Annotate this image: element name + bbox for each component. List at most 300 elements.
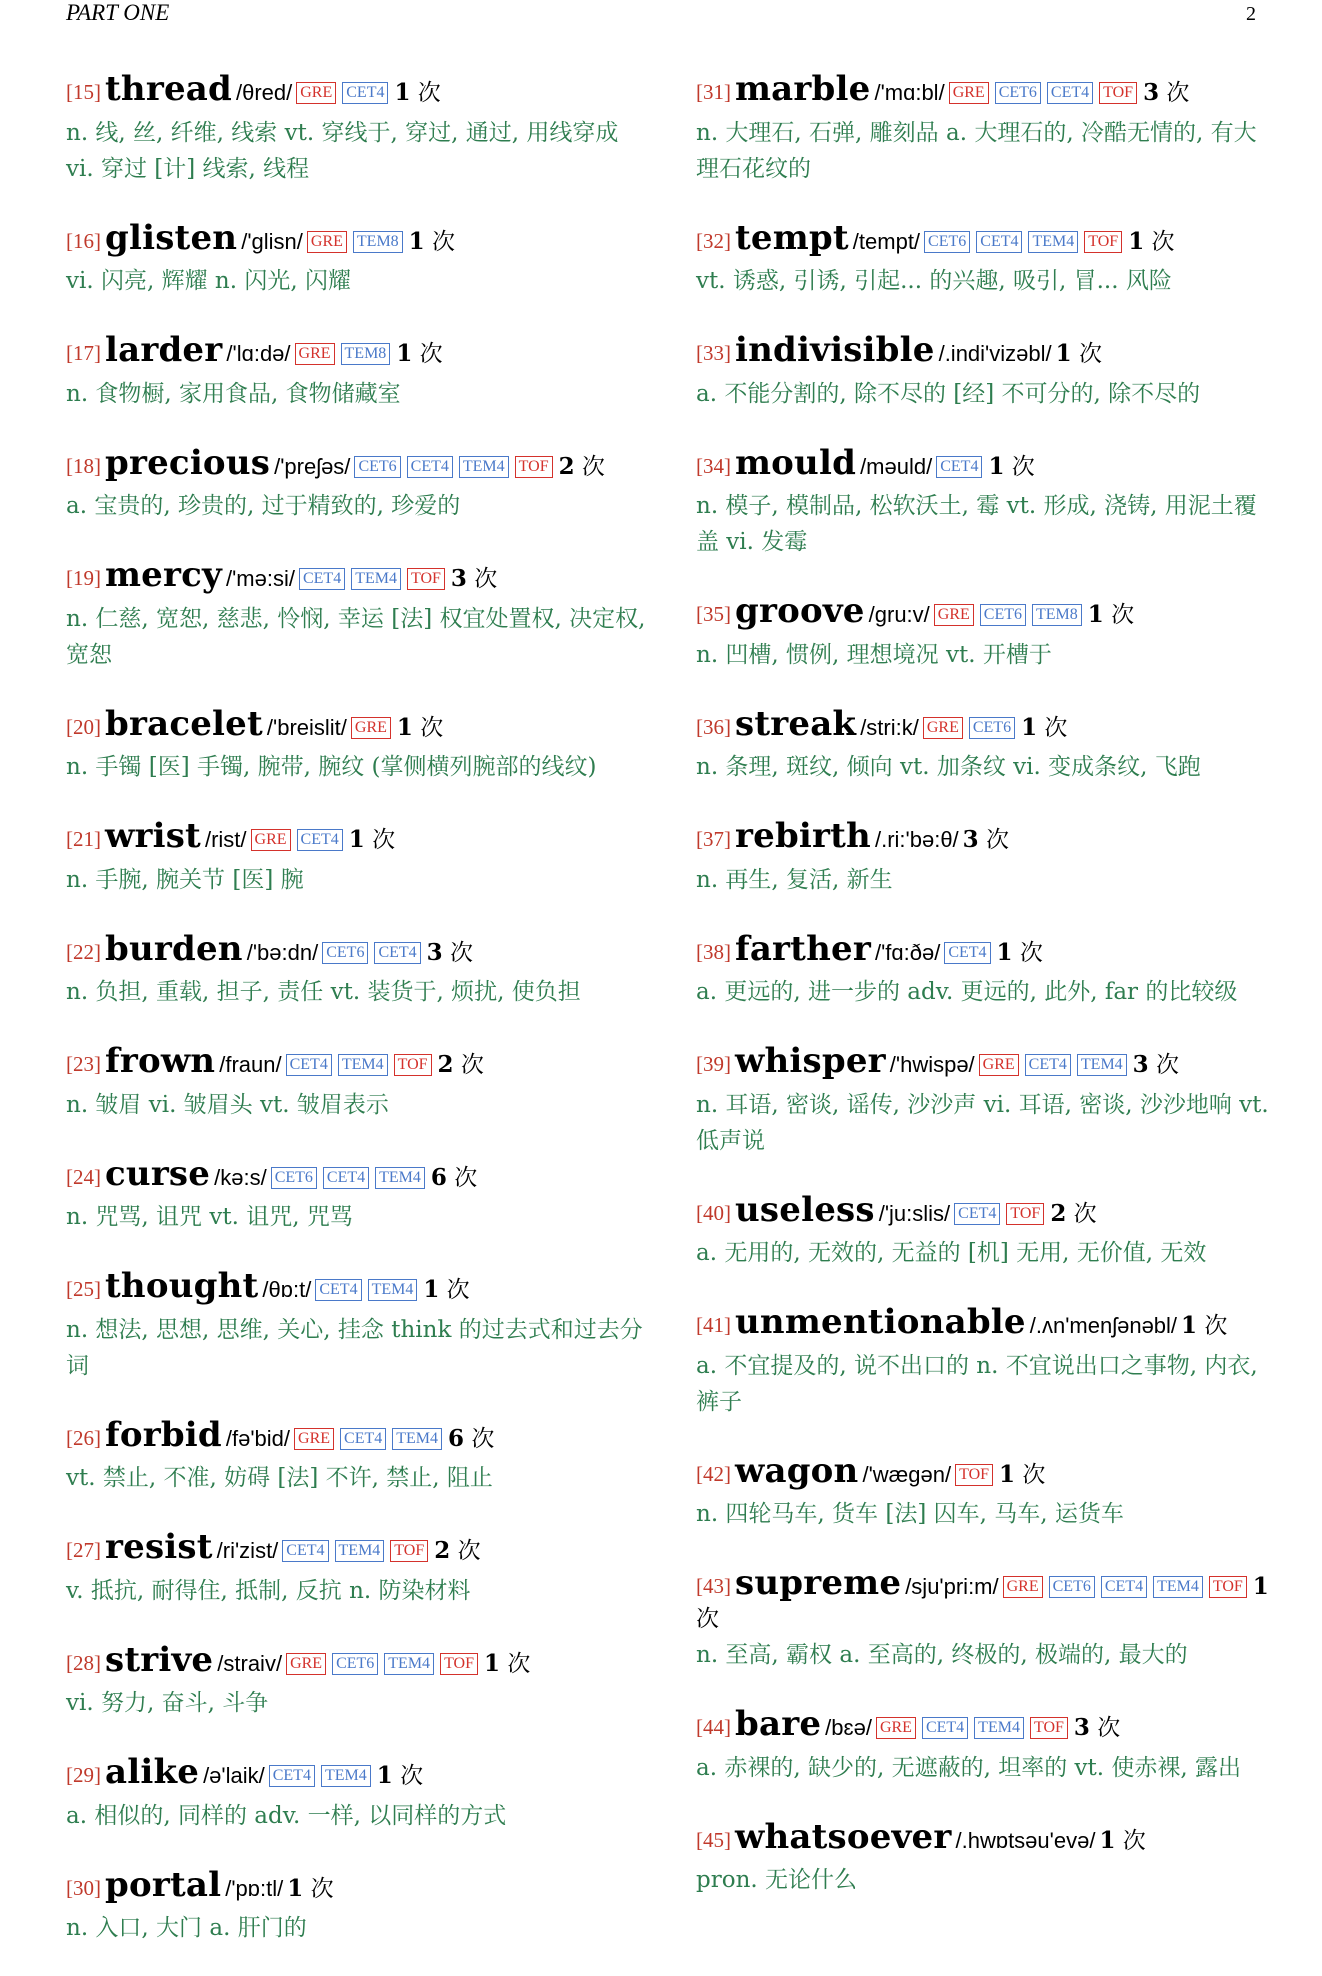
left-column [66, 68, 646, 1976]
count-unit: 次 [986, 827, 1009, 853]
entry-headline [66, 1414, 646, 1457]
count-value: 1 [287, 1874, 304, 1902]
exam-tag: CET4 [342, 82, 388, 104]
phonetic: /gru:v/ [868, 602, 930, 627]
exam-tags [294, 1431, 448, 1450]
headword: marble [735, 69, 871, 109]
entry-headline [66, 329, 646, 372]
count-unit: 次 [417, 80, 441, 106]
phonetic: /ri'zist/ [216, 1538, 279, 1563]
entry-number: [19] [66, 566, 101, 590]
occurrence-count [409, 229, 455, 255]
entry-headline [696, 1189, 1276, 1232]
occurrence-count [434, 1538, 480, 1564]
entry-headline [696, 928, 1276, 971]
page-number: 2 [1246, 3, 1256, 25]
entry-number: [18] [66, 453, 101, 478]
definition: n. 手镯 [医] 手镯, 腕带, 腕纹 (掌侧横列腕部的线纹) [66, 754, 597, 780]
vocab-entry [66, 554, 646, 673]
entry-headline [696, 590, 1276, 633]
entry-number: [43] [696, 1574, 731, 1598]
entry-number: [35] [696, 602, 731, 626]
entry-headline [696, 442, 1276, 485]
definition: a. 更远的, 进一步的 adv. 更远的, 此外, far 的比较级 [696, 979, 1238, 1005]
entry-headline [696, 1040, 1276, 1083]
exam-tag: CET4 [286, 1054, 332, 1076]
definition: n. 手腕, 腕关节 [医] 腕 [66, 866, 304, 893]
vocab-entry [66, 329, 646, 412]
count-unit: 次 [1204, 1313, 1228, 1339]
occurrence-count [963, 827, 1009, 853]
exam-tag: TEM4 [335, 1540, 385, 1562]
occurrence-count [988, 454, 1034, 480]
definition: n. 模子, 模制品, 松软沃土, 霉 vt. 形成, 浇铸, 用泥土覆盖 vi. 发霉 [696, 493, 1257, 555]
exam-tags [251, 832, 349, 851]
occurrence-count [427, 940, 473, 966]
definition: a. 不能分割的, 除不尽的 [经] 不可分的, 除不尽的 [696, 380, 1201, 407]
exam-tag: GRE [295, 343, 335, 365]
exam-tag: GRE [307, 231, 347, 253]
occurrence-count [349, 827, 395, 853]
entry-headline [696, 815, 1276, 858]
entry-number: [38] [696, 939, 731, 964]
count-value: 2 [558, 452, 575, 480]
exam-tag: CET4 [297, 829, 343, 851]
exam-tag: GRE [876, 1717, 916, 1739]
phonetic: /.ʌn'menʃənəbl/ [1029, 1313, 1178, 1338]
vocab-entry [66, 703, 646, 786]
exam-tags [299, 571, 451, 590]
occurrence-count [396, 341, 442, 367]
entry-headline [66, 68, 646, 111]
phonetic: /'pɒ:tl/ [225, 1875, 284, 1901]
entry-number: [15] [66, 80, 101, 104]
entry-number: [40] [696, 1200, 731, 1225]
exam-tag: TEM4 [338, 1054, 388, 1076]
headword: glisten [105, 217, 238, 258]
exam-tags [307, 234, 409, 253]
definition: n. 负担, 重载, 担子, 责任 vt. 装货于, 烦扰, 使负担 [66, 979, 581, 1005]
count-value: 1 [394, 79, 411, 106]
count-unit: 次 [1073, 1200, 1097, 1227]
headword: portal [105, 1864, 222, 1905]
exam-tag: TEM4 [974, 1717, 1024, 1739]
phonetic: /'mə:si/ [225, 566, 295, 591]
definition: n. 条理, 斑纹, 倾向 vt. 加条纹 vi. 变成条纹, 飞跑 [696, 754, 1201, 780]
count-value: 3 [1132, 1051, 1149, 1078]
entry-headline [66, 1153, 646, 1196]
exam-tags [271, 1170, 431, 1189]
headword: whisper [735, 1041, 886, 1081]
exam-tags [876, 1720, 1074, 1739]
exam-tags [934, 607, 1088, 626]
entry-headline [66, 703, 646, 746]
vocab-entry [66, 1414, 646, 1497]
exam-tag: CET4 [374, 942, 420, 964]
definition: n. 想法, 思想, 思维, 关心, 挂念 think 的过去式和过去分词 [66, 1316, 643, 1379]
entry-number: [23] [66, 1052, 101, 1076]
headword: useless [735, 1189, 875, 1230]
phonetic: /rist/ [204, 827, 247, 852]
count-unit: 次 [581, 453, 605, 480]
count-unit: 次 [1019, 939, 1043, 966]
entry-headline [696, 703, 1276, 746]
exam-tags [949, 85, 1143, 104]
exam-tags [354, 459, 558, 478]
exam-tags [924, 234, 1128, 253]
vocab-entry [696, 815, 1276, 898]
exam-tag: CET4 [340, 1428, 386, 1450]
exam-tags [1003, 1579, 1253, 1598]
exam-tag: CET6 [924, 231, 970, 253]
count-unit: 次 [310, 1875, 334, 1902]
definition: n. 大理石, 石弹, 雕刻品 a. 大理石的, 冷酷无情的, 有大理石花纹的 [696, 119, 1257, 182]
vocab-entry [696, 703, 1276, 786]
exam-tags [282, 1543, 434, 1562]
definition: n. 至高, 霸权 a. 至高的, 终极的, 极端的, 最大的 [696, 1642, 1188, 1669]
phonetic: /θred/ [235, 80, 293, 105]
count-value: 1 [1087, 601, 1104, 628]
headword: streak [735, 703, 857, 744]
exam-tag: CET6 [969, 717, 1015, 739]
exam-tag: CET4 [936, 456, 982, 478]
vocab-entry [66, 1639, 646, 1722]
exam-tags [954, 1206, 1050, 1225]
entry-number: [24] [66, 1164, 101, 1189]
occurrence-count [1056, 341, 1102, 367]
definition: v. 抵抗, 耐得住, 抵制, 反抗 n. 防染材料 [66, 1577, 471, 1604]
exam-tag: TEM4 [321, 1765, 371, 1787]
phonetic: /'ju:slis/ [878, 1200, 951, 1226]
entry-number: [28] [66, 1650, 101, 1675]
count-value: 1 [396, 713, 413, 741]
definition: vi. 闪亮, 辉耀 n. 闪光, 闪耀 [66, 268, 351, 294]
part-title: PART ONE [66, 0, 170, 25]
exam-tag: TOF [1099, 82, 1137, 104]
occurrence-count [448, 1426, 494, 1452]
exam-tag: GRE [934, 604, 974, 626]
entry-headline [66, 1265, 646, 1308]
occurrence-count [451, 566, 497, 592]
phonetic: /'breislit/ [266, 714, 347, 740]
vocab-entry [66, 442, 646, 525]
phonetic: /θɒ:t/ [262, 1277, 312, 1302]
phonetic: /'preʃəs/ [274, 453, 351, 479]
definition: vt. 诱惑, 引诱, 引起... 的兴趣, 吸引, 冒... 风险 [696, 268, 1172, 294]
phonetic: /fraun/ [219, 1052, 282, 1077]
entry-number: [17] [66, 341, 101, 365]
phonetic: /kə:s/ [214, 1164, 267, 1190]
count-value: 1 [423, 1276, 440, 1303]
phonetic: /.ri:'bə:θ/ [874, 827, 959, 852]
count-unit: 次 [1156, 1052, 1179, 1078]
occurrence-count [997, 940, 1043, 966]
count-value: 2 [434, 1537, 451, 1564]
vocab-entry [696, 1450, 1276, 1533]
definition: n. 食物橱, 家用食品, 食物储藏室 [66, 380, 401, 407]
occurrence-count [423, 1277, 469, 1303]
entry-number: [25] [66, 1277, 101, 1301]
count-unit: 次 [1151, 228, 1175, 255]
exam-tags [351, 720, 397, 739]
headword: tempt [735, 217, 849, 258]
count-value: 1 [1021, 713, 1038, 741]
entry-number: [16] [66, 228, 101, 253]
count-unit: 次 [457, 1538, 481, 1564]
entry-headline [696, 1562, 1276, 1633]
count-unit: 次 [507, 1650, 531, 1677]
exam-tag: TOF [1006, 1203, 1044, 1225]
exam-tag: TEM8 [353, 231, 403, 253]
definition: a. 赤裸的, 缺少的, 无遮蔽的, 坦率的 vt. 使赤裸, 露出 [696, 1754, 1241, 1781]
exam-tag: TOF [440, 1653, 478, 1675]
count-value: 3 [426, 938, 443, 966]
entry-headline [66, 554, 646, 597]
count-value: 1 [1055, 340, 1072, 367]
exam-tag: GRE [1003, 1576, 1043, 1598]
exam-tags [286, 1057, 438, 1076]
entry-number: [37] [696, 827, 731, 851]
vocab-entry [696, 329, 1276, 412]
headword: indivisible [735, 330, 935, 370]
exam-tag: CET4 [944, 942, 990, 964]
definition: n. 四轮马车, 货车 [法] 囚车, 马车, 运货车 [696, 1501, 1124, 1527]
entry-headline [66, 442, 646, 485]
definition: a. 无用的, 无效的, 无益的 [机] 无用, 无价值, 无效 [696, 1240, 1207, 1266]
count-unit: 次 [420, 714, 444, 741]
headword: wagon [735, 1450, 859, 1491]
vocab-entry [696, 68, 1276, 187]
definition: n. 仁慈, 宽恕, 慈悲, 怜悯, 幸运 [法] 权宜处置权, 决定权, 宽恕 [66, 605, 646, 668]
definition: vi. 努力, 奋斗, 斗争 [66, 1690, 269, 1716]
entry-headline [66, 1639, 646, 1682]
exam-tags [295, 346, 397, 365]
phonetic: /tempt/ [852, 228, 921, 254]
count-unit: 次 [1022, 1461, 1046, 1488]
entry-number: [31] [696, 80, 731, 104]
vocab-entry [66, 1040, 646, 1123]
entry-number: [45] [696, 1827, 731, 1852]
phonetic: /.indi'vizəbl/ [938, 341, 1052, 366]
entry-number: [42] [696, 1461, 731, 1486]
exam-tag: CET4 [1025, 1054, 1071, 1076]
exam-tag: GRE [351, 717, 391, 739]
headword: frown [105, 1041, 216, 1081]
occurrence-count [1074, 1715, 1120, 1741]
entry-number: [20] [66, 714, 101, 739]
vocab-entry [696, 217, 1276, 300]
definition: vt. 禁止, 不准, 妨碍 [法] 不许, 禁止, 阻止 [66, 1465, 493, 1491]
vocab-entry [66, 1265, 646, 1384]
exam-tag: TEM8 [341, 343, 391, 365]
entry-number: [41] [696, 1313, 731, 1337]
entry-headline [66, 928, 646, 971]
exam-tag: GRE [296, 82, 336, 104]
exam-tag: GRE [979, 1054, 1019, 1076]
entry-number: [26] [66, 1425, 101, 1450]
count-value: 1 [376, 1762, 393, 1789]
entry-number: [44] [696, 1715, 731, 1740]
count-unit: 次 [474, 566, 498, 592]
count-unit: 次 [1097, 1715, 1121, 1742]
entry-headline [696, 1450, 1276, 1493]
definition: n. 咒骂, 诅咒 vt. 诅咒, 咒骂 [66, 1204, 353, 1230]
exam-tag: CET4 [954, 1203, 1000, 1225]
phonetic: /.hwɒtsəu'evə/ [955, 1827, 1096, 1853]
exam-tag: GRE [923, 717, 963, 739]
count-value: 1 [1099, 1826, 1116, 1854]
definition: n. 线, 丝, 纤维, 线索 vt. 穿线于, 穿过, 通过, 用线穿成 vi. 穿过 [计] 线索, 线程 [66, 119, 619, 182]
count-unit: 次 [696, 1605, 719, 1632]
count-unit: 次 [454, 1164, 478, 1191]
headword: larder [105, 330, 223, 370]
count-value: 2 [437, 1051, 454, 1078]
phonetic: /'wægən/ [862, 1461, 952, 1487]
count-value: 1 [484, 1649, 501, 1677]
count-unit: 次 [449, 939, 473, 966]
headword: bare [735, 1704, 822, 1745]
phonetic: /'hwispə/ [889, 1052, 975, 1077]
vocab-entry [696, 1816, 1276, 1899]
entry-number: [39] [696, 1052, 731, 1076]
entry-headline [696, 329, 1276, 372]
vocab-entry [696, 1703, 1276, 1786]
definition: n. 耳语, 密谈, 谣传, 沙沙声 vi. 耳语, 密谈, 沙沙地响 vt. 低声说 [696, 1091, 1269, 1154]
occurrence-count [1181, 1313, 1227, 1339]
exam-tag: TEM4 [351, 568, 401, 590]
vocab-entry [66, 217, 646, 300]
count-value: 1 [1252, 1573, 1269, 1600]
entry-number: [33] [696, 341, 731, 365]
entry-headline [66, 1040, 646, 1083]
vocab-entry [696, 1301, 1276, 1420]
definition: a. 宝贵的, 珍贵的, 过于精致的, 珍爱的 [66, 493, 461, 519]
headword: unmentionable [735, 1302, 1026, 1342]
phonetic: /bɛə/ [825, 1715, 872, 1741]
entry-headline [696, 1301, 1276, 1344]
count-unit: 次 [1078, 341, 1102, 367]
phonetic: /'mɑ:bl/ [874, 80, 945, 105]
count-value: 1 [1128, 227, 1145, 255]
phonetic: /ə'laik/ [203, 1763, 265, 1788]
exam-tag: CET6 [980, 604, 1026, 626]
headword: bracelet [105, 703, 263, 744]
count-value: 6 [430, 1163, 447, 1191]
exam-tag: CET4 [976, 231, 1022, 253]
exam-tag: CET6 [322, 942, 368, 964]
exam-tag: GRE [294, 1428, 334, 1450]
count-unit: 次 [1011, 453, 1035, 480]
count-unit: 次 [471, 1425, 495, 1452]
entry-headline [696, 1816, 1276, 1859]
exam-tag: TOF [390, 1540, 428, 1562]
page-header [66, 0, 1256, 26]
exam-tag: TEM4 [384, 1653, 434, 1675]
exam-tag: TEM8 [1032, 604, 1082, 626]
count-unit: 次 [1044, 714, 1068, 741]
phonetic: /'lɑ:də/ [226, 341, 291, 366]
entry-number: [32] [696, 228, 731, 253]
exam-tag: TOF [515, 456, 553, 478]
exam-tag: CET4 [1047, 82, 1093, 104]
headword: farther [735, 928, 871, 969]
occurrence-count [397, 715, 443, 741]
count-value: 3 [1143, 79, 1160, 106]
headword: supreme [735, 1563, 902, 1603]
exam-tag: TOF [1209, 1576, 1247, 1598]
vocab-entry [66, 1153, 646, 1236]
count-value: 3 [1073, 1714, 1090, 1742]
count-value: 1 [408, 227, 425, 255]
headword: forbid [105, 1414, 222, 1455]
count-unit: 次 [1122, 1827, 1146, 1854]
vocab-entry [66, 68, 646, 187]
exam-tag: TOF [394, 1054, 432, 1076]
exam-tag: TOF [1030, 1717, 1068, 1739]
occurrence-count [287, 1876, 333, 1902]
exam-tags [269, 1768, 377, 1787]
headword: mercy [105, 555, 222, 595]
occurrence-count [431, 1165, 477, 1191]
occurrence-count [1133, 1052, 1179, 1078]
exam-tag: TEM4 [1028, 231, 1078, 253]
headword: curse [105, 1153, 211, 1194]
exam-tags [923, 720, 1021, 739]
vocab-entry [696, 1040, 1276, 1159]
exam-tag: CET6 [1049, 1576, 1095, 1598]
exam-tag: GRE [286, 1653, 326, 1675]
entry-headline [696, 217, 1276, 260]
exam-tag: CET6 [332, 1653, 378, 1675]
exam-tag: CET4 [323, 1167, 369, 1189]
vocab-entry [696, 442, 1276, 561]
occurrence-count [438, 1052, 484, 1078]
headword: rebirth [735, 816, 871, 856]
headword: whatsoever [735, 1816, 952, 1857]
occurrence-count [1128, 229, 1174, 255]
occurrence-count [377, 1763, 423, 1789]
occurrence-count [999, 1462, 1045, 1488]
entry-headline [66, 217, 646, 260]
exam-tag: TEM4 [375, 1167, 425, 1189]
exam-tag: CET6 [354, 456, 400, 478]
headword: thought [105, 1266, 259, 1306]
definition: n. 凹槽, 惯例, 理想境况 vt. 开槽于 [696, 641, 1052, 668]
phonetic: /məuld/ [860, 453, 933, 479]
entry-number: [34] [696, 453, 731, 478]
occurrence-count [394, 80, 440, 106]
occurrence-count [1088, 602, 1134, 628]
vocab-entry [66, 1526, 646, 1609]
headword: resist [105, 1527, 213, 1567]
vocab-entry [66, 928, 646, 1011]
vocab-entry [696, 1562, 1276, 1673]
vocab-entry [696, 928, 1276, 1011]
exam-tag: TEM4 [1077, 1054, 1127, 1076]
count-unit: 次 [372, 827, 396, 853]
vocab-entry [696, 1189, 1276, 1272]
phonetic: /'bə:dn/ [246, 939, 319, 965]
entry-number: [30] [66, 1875, 101, 1900]
headword: alike [105, 1752, 200, 1792]
entry-headline [66, 1751, 646, 1794]
entry-headline [66, 1526, 646, 1569]
entry-number: [27] [66, 1538, 101, 1562]
definition: n. 再生, 复活, 新生 [696, 866, 893, 893]
count-unit: 次 [1166, 80, 1190, 106]
exam-tag: CET4 [922, 1717, 968, 1739]
count-value: 2 [1050, 1199, 1067, 1227]
